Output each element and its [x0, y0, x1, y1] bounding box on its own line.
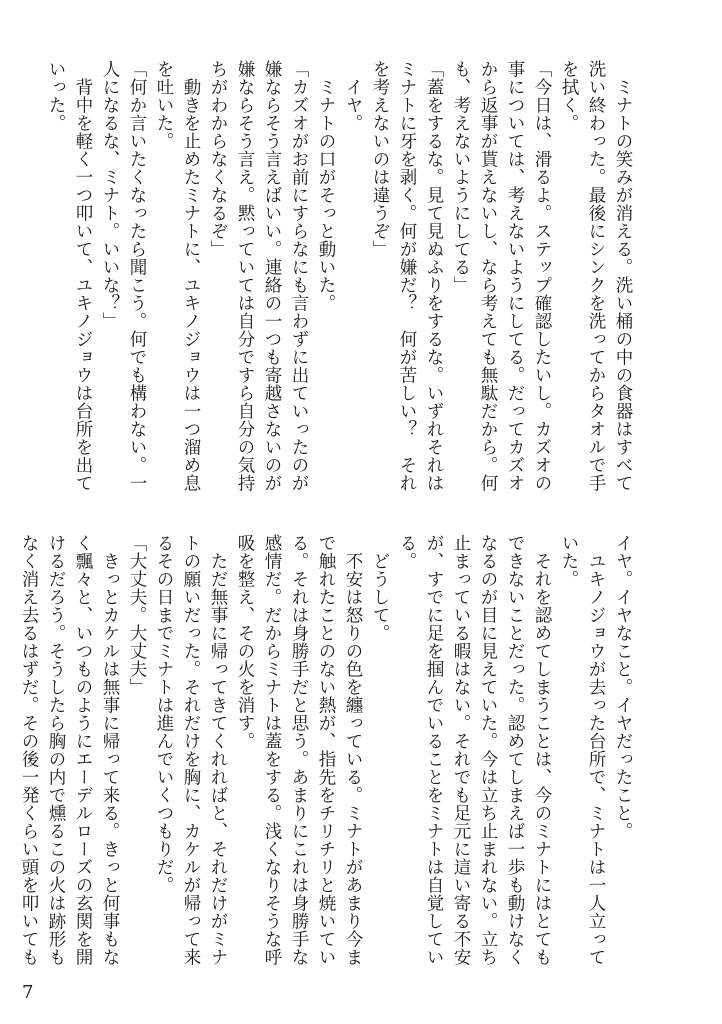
upper-text-block: ミナトの笑みが消える。洗い桶の中の食器はすべて 洗い終わった。最後にシンクを洗ってからタオルで手 を拭く。 「今日は、滑るよ。ステップ確認したいし。カズオの 事については、考えないようにしてる。だってカズオ から返事が貰えないし、なら考えても無駄だから。何 も、考えないようにしてる」 「蓋をするな。見て見ぬふりをするな。いずれそれは ミナトに牙を剥く。何が嫌だ？ 何が苦しい？ それ を考えないのは違うぞ」 イヤ。 ミナトの口がそっと動いた。 「カズオがお前にすらなにも言わずに出ていったのが 嫌ならそう言えばいい。連絡の一つも寄越さないのが 嫌ならそう言え。黙っていては自分ですら自分の気持 ちがわからなくなるぞ」 動きを止めたミナトに、ユキノジョウは一つ溜め息 を吐いた。 「何か言いたくなったら聞こう。何でも構わない。一 人になるな、ミナト。いいな？」 背中を軽く一つ叩いて、ユキノジョウは台所を出て いった。 [46, 60, 633, 492]
page-number: 7 [22, 982, 34, 1003]
lower-text-block: イヤ。イヤなこと。イヤだったこと。 ユキノジョウが去った台所で、ミナトは一人立って いた。 それを認めてしまうことは、今のミナトにはとても できないことだった。認めてしまえば一歩も動けなく なるのが目に見えていた。今は立ち止まれない。立ち 止まっている暇はない。それでも足元に這い寄る不安 が、すでに足を掴んでいることをミナトは自覚してい る。 どうして。 不安は怒りの色を纏っている。ミナトがあまり今ま で触れたことのない熱が、指先をチリチリと焼いてい る。それは身勝手だと思う。あまりにこれは身勝手な 感情だ。だからミナトは蓋をする。浅くなりそうな呼 吸を整え、その火を消す。 ただ無事に帰ってきてくれればと、それだけがミナ トの願いだった。それだけを胸に、カケルが帰って来 るその日までミナトは進んでいくつもりだ。 「大丈夫。大丈夫」 きっとカケルは無事に帰って来る。きっと何事もな く飄々と、いつものようにエーデルローズの玄関を開 けるだろう。そうしたら胸の内で燻るこの火は跡形も なく消え去るはずだ。その後一発くらい頭を叩いても [19, 534, 633, 966]
